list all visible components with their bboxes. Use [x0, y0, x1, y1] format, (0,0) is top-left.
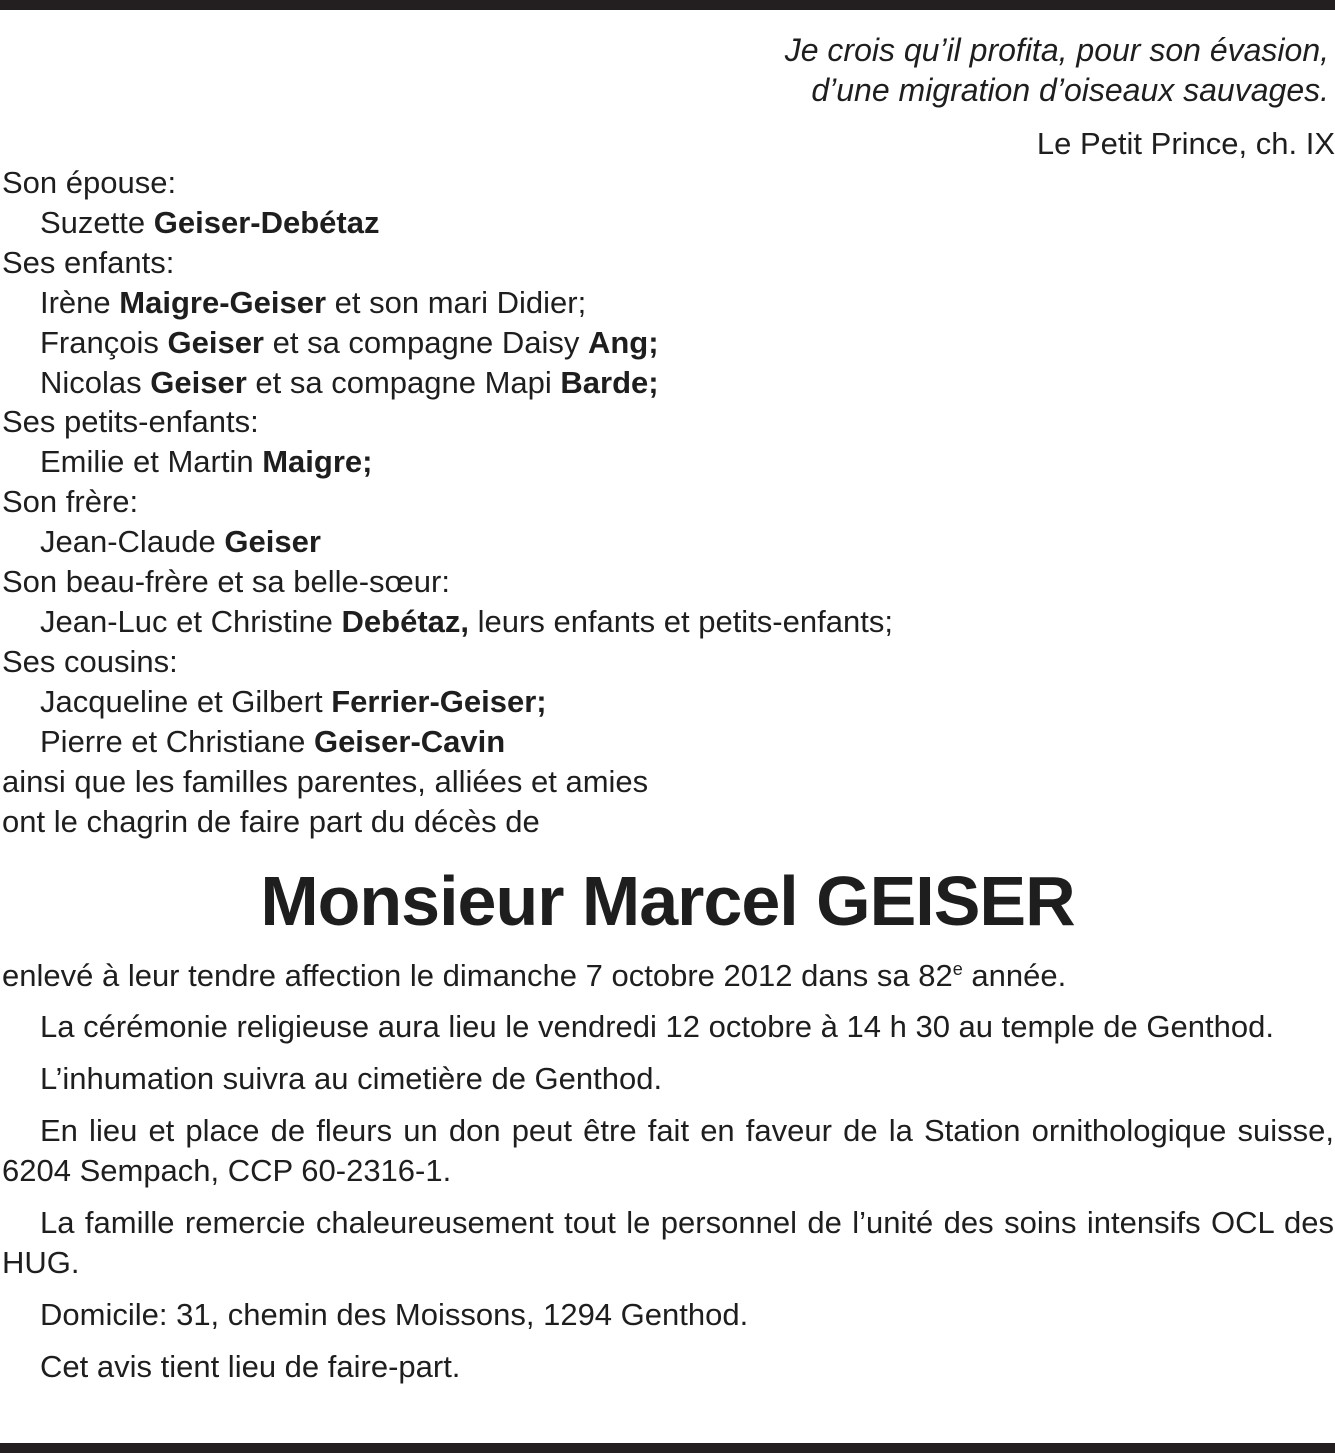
section-heading: Ses enfants: — [2, 244, 175, 280]
closing-line: ainsi que les familles parentes, alliées et amies — [2, 763, 649, 799]
epigraph-line: d’une migration d’oiseaux sauvages. — [811, 72, 1329, 108]
closing-line: ont le chagrin de faire part du décès de — [2, 803, 540, 839]
family-member: Pierre et Christiane Geiser-Cavin — [40, 723, 506, 759]
epigraph-line: Je crois qu’il profita, pour son évasion, — [784, 32, 1329, 68]
section-heading: Son frère: — [2, 484, 139, 520]
family-member: Irène Maigre-Geiser et son mari Didier; — [40, 284, 587, 320]
epigraph-quote — [785, 30, 1329, 110]
epigraph-source: Le Petit Prince, ch. IX — [1036, 126, 1335, 161]
section-heading: Ses petits-enfants: — [2, 404, 259, 440]
family-member: François Geiser et sa compagne Daisy Ang; — [40, 324, 659, 360]
deceased-name: Monsieur Marcel GEISER — [260, 862, 1075, 940]
thanks-paragraph: La famille remercie chaleureusement tout le personnel de l’unité des soins intensifs OCL des HUG. — [2, 1205, 1334, 1280]
family-member: Emilie et Martin Maigre; — [40, 444, 373, 480]
top-border-rule — [0, 0, 1335, 10]
section-heading: Son beau-frère et sa belle-sœur: — [2, 564, 450, 600]
notice-paragraph: Cet avis tient lieu de faire-part. — [40, 1349, 461, 1384]
section-heading: Ses cousins: — [2, 643, 178, 679]
family-list — [2, 163, 1322, 841]
family-member: Jean-Claude Geiser — [40, 524, 321, 560]
section-heading: Son épouse: — [2, 165, 177, 200]
family-member: Jacqueline et Gilbert Ferrier-Geiser; — [40, 683, 547, 719]
bottom-border-rule — [0, 1443, 1335, 1453]
family-member: Suzette Geiser-Debétaz — [40, 204, 380, 240]
ceremony-paragraph: La cérémonie religieuse aura lieu le vendredi 12 octobre à 14 h 30 au temple de Genthod. — [40, 1009, 1274, 1044]
donation-paragraph: En lieu et place de fleurs un don peut être fait en faveur de la Station ornithologique suisse, 6204 Sempach, CCP 60-2316-1. — [2, 1113, 1334, 1188]
domicile-paragraph: Domicile: 31, chemin des Moissons, 1294 Genthod. — [40, 1297, 749, 1332]
family-member: Nicolas Geiser et sa compagne Mapi Barde; — [40, 364, 659, 400]
intro-paragraph: enlevé à leur tendre affection le dimanche 7 octobre 2012 dans sa 82e année. — [2, 958, 1067, 993]
notice-details — [2, 956, 1334, 1399]
burial-paragraph: L’inhumation suivra au cimetière de Genthod. — [40, 1061, 663, 1096]
family-member: Jean-Luc et Christine Debétaz, leurs enfants et petits-enfants; — [40, 603, 893, 639]
